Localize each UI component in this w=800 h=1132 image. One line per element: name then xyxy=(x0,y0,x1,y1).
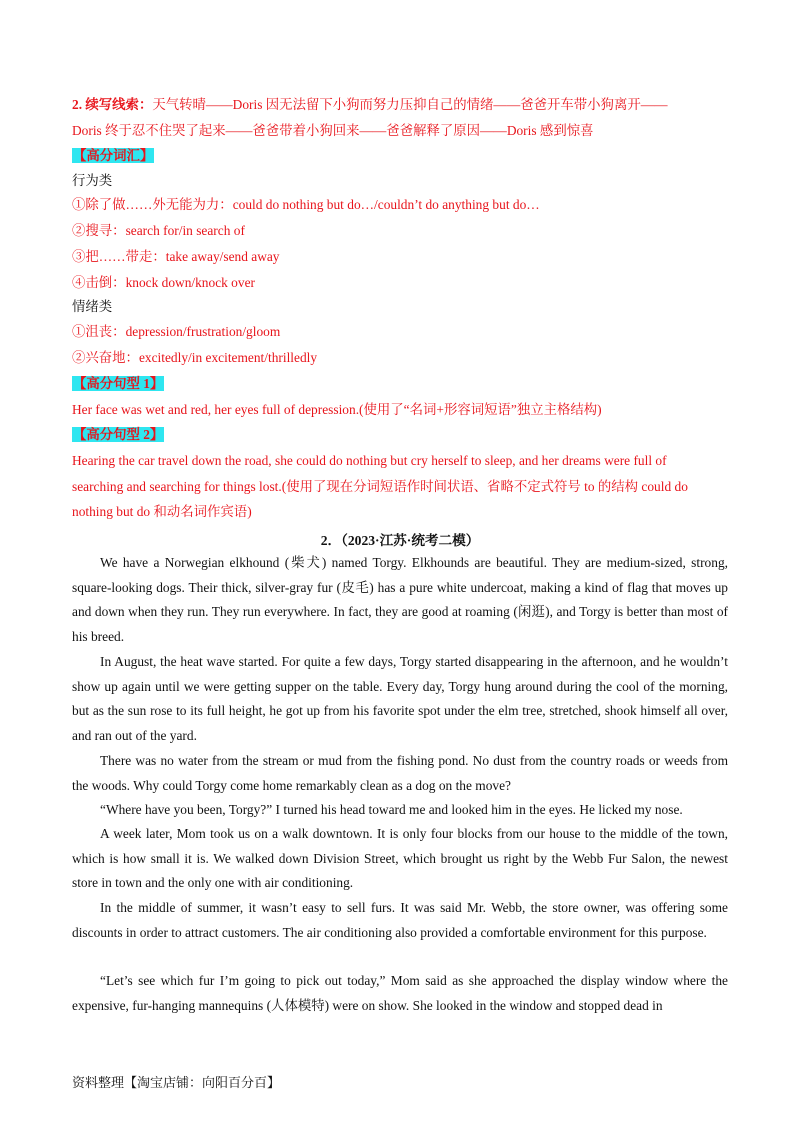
passage-paragraph: In the middle of summer, it wasn’t easy to sell furs. It was said Mr. Webb, the store owner, was offering some discounts in order to attract customers. The air conditioning also provided a comfortable environment for this purpose. xyxy=(72,900,728,940)
vocab-item xyxy=(72,349,317,367)
vocab-item-en: take away/send away xyxy=(165,249,280,264)
vocab-item-cn: ④击倒： xyxy=(72,275,126,290)
pattern2-heading-line xyxy=(72,426,164,444)
vocab-item-cn: ③把……带走： xyxy=(72,249,166,264)
clue-line-1 xyxy=(72,96,668,114)
passage-paragraph: “Let’s see which fur I’m going to pick out today,” Mom said as she approached the display window where the expensive, fur-hanging mannequins (人体模特) were on show. She looked in the window and stopped dead in xyxy=(72,973,728,1013)
passage-paragraph: In August, the heat wave started. For quite a few days, Torgy started disappearing in the afternoon, and he wouldn’t show up again until we were getting supper on the table. Every day, Torgy hung around during the cool of the morning, but as the sun rose to its full height, he got up from his favorite spot under the elm tree, stretched, shook himself all over, and ran out of the yard. xyxy=(72,654,728,743)
vocab-item-en: search for/in search of xyxy=(125,223,245,238)
vocab-item-en: depression/frustration/gloom xyxy=(125,324,281,339)
pattern2-line: Hearing the car travel down the road, she could do nothing but cry herself to sleep, and her dreams were full of xyxy=(72,453,667,468)
vocab-item xyxy=(72,323,280,341)
vocab-category-behavior: 行为类 xyxy=(72,173,113,188)
passage-title: 2．（2023·江苏·统考二模） xyxy=(320,533,480,548)
vocab-item xyxy=(72,248,280,266)
pattern1-heading-line xyxy=(72,375,164,393)
vocab-item-en: excitedly/in excitement/thrilledly xyxy=(138,350,318,365)
vocab-item-cn: ②搜寻： xyxy=(72,223,126,238)
clue-text-2: Doris 终于忍不住哭了起来——爸爸带着小狗回来——爸爸解释了原因——Doris 感到惊喜 xyxy=(72,123,594,138)
pattern2-line: searching and searching for things lost.(使用了现在分词短语作时间状语、省略不定式符号 to 的结构 could do xyxy=(72,479,688,494)
vocab-item-en: could do nothing but do…/couldn’t do anything but do… xyxy=(232,197,540,212)
passage-paragraph: “Where have you been, Torgy?” I turned his head toward me and looked him in the eyes. He licked my nose. xyxy=(100,802,683,817)
vocab-item xyxy=(72,274,255,292)
vocab-item-cn: ②兴奋地： xyxy=(72,350,139,365)
clue-text-1: 天气转晴——Doris 因无法留下小狗而努力压抑自己的情绪——爸爸开车带小狗离开—— xyxy=(152,97,668,112)
pattern2-heading: 【高分句型 2】 xyxy=(73,427,164,442)
pattern1-text: Her face was wet and red, her eyes full of depression.(使用了“名词+形容词短语”独立主格结构) xyxy=(72,402,602,417)
passage-paragraph: We have a Norwegian elkhound (柴犬) named Torgy. Elkhounds are beautiful. They are medium-sized, strong, square-looking dogs. Their thick, silver-gray fur (皮毛) has a pure white undercoat, making a kind of flag that moves up and down when they run. They run everywhere. In fact, they are good at roaming (闲逛), and Torgy is better than most of his breed. xyxy=(72,555,728,644)
pattern2-line: nothing but do 和动名词作宾语) xyxy=(72,504,252,519)
vocab-item xyxy=(72,196,540,214)
clue-label: 2. 续写线索： xyxy=(72,97,153,112)
vocab-item xyxy=(72,222,245,240)
pattern1-heading: 【高分句型 1】 xyxy=(73,376,164,391)
vocab-heading: 【高分词汇】 xyxy=(73,148,154,163)
clue-line-2 xyxy=(72,122,594,140)
vocab-item-cn: ①沮丧： xyxy=(72,324,126,339)
vocab-item-cn: ①除了做……外无能为力： xyxy=(72,197,233,212)
passage-paragraph: A week later, Mom took us on a walk downtown. It is only four blocks from our house to the middle of the town, which is how small it is. We walked down Division Street, which brought us right by the Webb Fur Salon, the newest store in town and the only one with air conditioning. xyxy=(72,826,728,890)
vocab-heading-line xyxy=(72,147,154,165)
page-footer: 资料整理【淘宝店铺：向阳百分百】 xyxy=(72,1075,281,1090)
vocab-category-emotion: 情绪类 xyxy=(72,299,113,314)
vocab-item-en: knock down/knock over xyxy=(125,275,255,290)
passage-paragraph: There was no water from the stream or mud from the fishing pond. No dust from the country roads or weeds from the woods. Why could Torgy come home remarkably clean as a dog on the move? xyxy=(72,753,728,793)
